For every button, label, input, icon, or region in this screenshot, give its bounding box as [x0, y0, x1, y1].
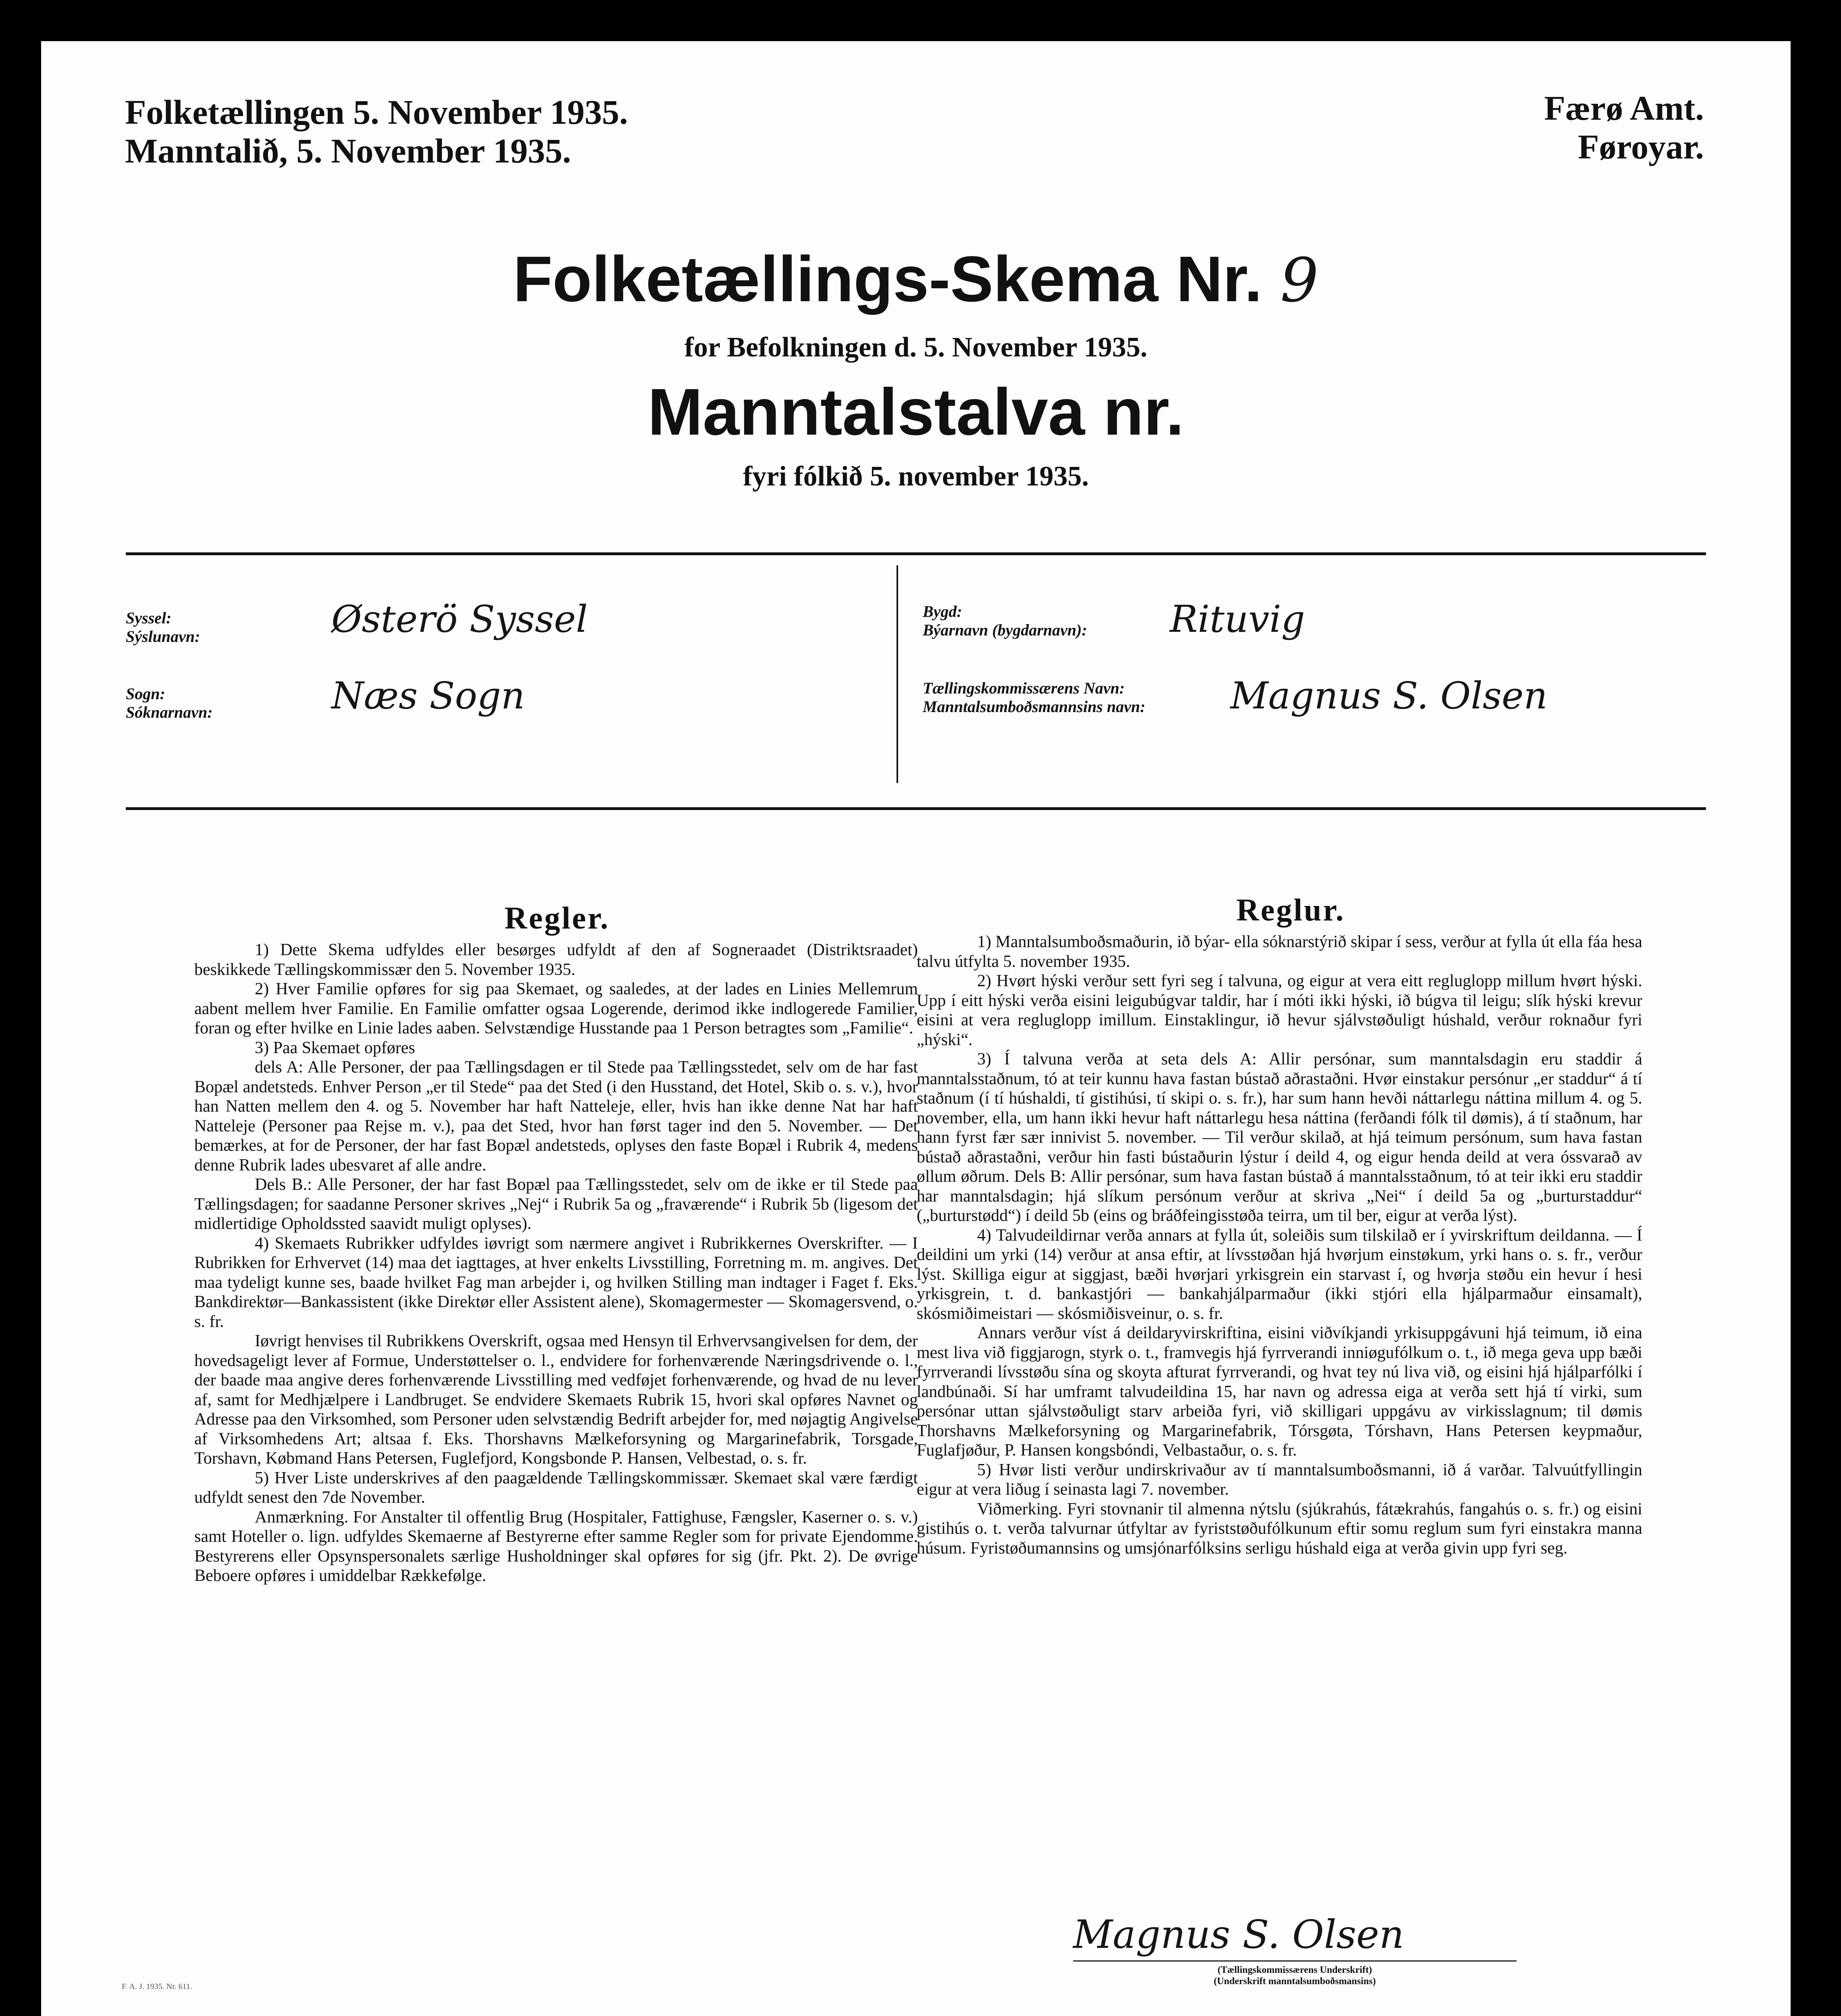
header-left-line2: Manntalið, 5. November 1935. [125, 131, 571, 170]
header-right [1544, 89, 1704, 166]
divider-top [126, 552, 1706, 555]
form-subtitle-da: for Befolkningen d. 5. November 1935. [684, 332, 1148, 363]
rule-da-1: 1) Dette Skema udfyldes eller besørges udfyldt af den af Sogneraadet (Distriktsraadet) beskikkede Tællingskommissær den 5. November 1935. [194, 941, 918, 979]
rule-fo-4: 4) Talvudeildirnar verða annars at fylla út, soleiðis sum tilskilað er í yvirskriftum deildanna. — Í deildini um yrki (14) verður at ansa eftir, at lívsstøðan hjá hvørjum einstøkum, yrki hans o. s. fr., verður lýst. Skilliga eigur at siggjast, bæði hvørjari yrkisgrein ein starvast í, og hvørja støðu ein hevur í hesi yrkisgrein, t. d. bankastjóri — bankahjálparmaður (ikki stjóri ella hjálparmaður einsamalt), skósmiðimeistari — skósmiðisveinur, o. s. fr. [917, 1226, 1642, 1323]
rule-da-note: Anmærkning. For Anstalter til offentlig Brug (Hospitaler, Fattighuse, Fængsler, Kaserner o. s. v.) samt Hoteller o. lign. udfyldes Skemaerne af Bestyrerne efter samme Regler som for private Ejendomme. Bestyrerens eller Opsynspersonalets særlige Husholdninger skal opføres for sig (jfr. Pkt. 2). De øvrige Beboere opføres i umiddelbar Rækkefølge. [194, 1508, 918, 1585]
rule-da-2: 2) Hver Familie opføres for sig paa Skemaet, og saaledes, at der lades en Linies Mellemrum aabent mellem hver Familie. En Familie omfatter ogsaa Logerende, derimod ikke indlogerede Familier, foran og efter hvilke en Linie lades aaben. Selvstændige Husstande paa 1 Person betragtes som „Familie“. [194, 980, 918, 1037]
commissioner-value: Magnus S. Olsen [1230, 674, 1548, 717]
form-title-text: Folketællings-Skema Nr. [513, 243, 1263, 315]
signature-line [1073, 1960, 1516, 1962]
rule-fo-5: 5) Hvør listi verður undirskrivaður av tí manntalsumboðsmanni, ið á varðar. Talvuútfyllingin eigur at vera liðug í seinasta lagi 7. november. [917, 1460, 1642, 1499]
rule-da-5: 5) Hver Liste underskrives af den paagældende Tællingskommissær. Skemaet skal være færdigt udfyldt senest den 7de November. [194, 1468, 918, 1507]
form-title [41, 243, 1791, 317]
print-footnote: F. A. J. 1935. Nr. 611. [122, 1982, 192, 1991]
sogn-value: Næs Sogn [331, 674, 525, 717]
bygd-label: Bygd: Býarnavn (bygdarnavn): [923, 602, 1087, 639]
sogn-label: Sogn: Sóknarnavn: [126, 685, 213, 721]
form-subtitle-fo: fyri fólkið 5. november 1935. [743, 461, 1089, 492]
rule-fo-2: 2) Hvørt hýski verður sett fyri seg í talvuna, og eigur at vera eitt regluglopp millum hvørt hýski. Upp í eitt hýski verða eisini leigubúgvar taldir, har í móti ikki hýski, ið búgva til leigu; slík hýski krevur eisini at vera regluglopp imillum. Einstaklingur, ið hevur sjálvstøðuligt húshald, verður roknaður fyri „hýski“. [917, 972, 1642, 1049]
form-number: 9 [1280, 246, 1319, 316]
bygd-value: Rituvig [1170, 598, 1305, 641]
signature: Magnus S. Olsen [1073, 1912, 1404, 1957]
header-left [125, 93, 628, 170]
rule-fo-3: 3) Í talvuna verða at seta dels A: Allir persónar, sum manntalsdagin eru staddir á manntalsstaðnum, tó at teir kunnu hava fastan bústað aðrastaðni. Hvør einstakur persónur „er staddur“ á tí staðnum (í tí húshaldi, tí gistihúsi, tí skipi o. s. fr.), har sum hann hevði náttarlegu náttina millum 4. og 5. november, ella, um hann ikki hevur haft náttarlegu hesa náttina (ferðandi fólk til dømis), á tí staðnum, har hann fyrst fær sær innivist 5. november. — Til verður skilað, at hjá teimum persónum, sum hava fastan bústað aðrastaðni, verður hin fasti bústaðurin lýstur í deild 4, og eigur henda deild at vera óssvarað av øllum øðrum. Dels B: Allir persónar, sum hava fastan bústað á manntalsstaðnum, tó at teir ikki eru staddir har manntalsdagin; hjá slíkum persónum verður at skriva „Nei“ í deild 5a og „burturstaddur“ („burturstødd“) í deild 5b (eins og bráðfeingisstøða teirra, um til ber, eigur at verða lýst). [917, 1050, 1642, 1225]
rule-fo-4b: Annars verður víst á deildaryvirskriftina, eisini viðvíkjandi yrkisuppgávuni hjá teimum, ið eina mest liva við figgjarogn, styrk o. t., framvegis hjá fyrrverandi inniøgufólkum o. t., ið mega geva upp bæði fyrrverandi lívsstøðu sína og skoyta afturat fyrrverandi, og hvat tey nú liva við, og eisini hjá hjálparfólki í landbúnaði. Sí har umframt talvudeildina 15, har navn og adressa eiga at verða sett hjá tí virki, sum persónar uttan sjálvstøðuligt starv arbeiða fyri, við skilligari uppgávu av virkisslagnum; til dømis Thorshavns Mælkeforsyning og Margarinefabrik, Tórsgøta, Tórshavn, Hans Petersen keypmaður, Fuglafjøður, P. Hansen kongsbóndi, Velbastaður, o. s. fr. [917, 1324, 1642, 1460]
census-form-page [41, 41, 1791, 2016]
header-right-line2: Føroyar. [1578, 127, 1704, 166]
rule-da-3a: dels A: Alle Personer, der paa Tællingsdagen er til Stede paa Tællingsstedet, selv om de har fast Bopæl andetsteds. Enhver Person „er til Stede“ paa det Sted (i den Husstand, det Hotel, Skib o. s. v.), hvor han Natten mellem den 4. og 5. November har haft Natteleje, eller, hvis han ikke denne Nat har haft Natteleje (Personer paa Rejse m. v.), paa det Sted, hvor han først tager ind den 5. November. — Det bemærkes, at for de Personer, der har fast Bopæl andetsteds, oplyses den faste Bopæl i Rubrik 4, medens denne Rubrik lades ubesvaret af alle andre. [194, 1058, 918, 1175]
rule-da-4b: Iøvrigt henvises til Rubrikkens Overskrift, ogsaa med Hensyn til Erhvervsangivelsen for dem, der hovedsageligt lever af Formue, Understøttelser o. l., endvidere for forhenværende Næringsdrivende o. l., der baade maa angive deres forhenværende Livsstilling med vedføjet forhenværende, og hvad de nu lever af, samt for Medhjælpere i Landbruget. Se endvidere Skemaets Rubrik 15, hvori skal opføres Navnet og Adresse paa den Virksomhed, som Personer uden selvstændig Bedrift arbejder for, med nøjagtig Angivelse af Virksomhedens Art; altsaa f. Eks. Thorshavns Mælkeforsyning og Margarinefabrik, Torsgade, Torshavn, Købmand Hans Petersen, Fuglefjord, Kongsbonde P. Hansen, Velbestad, o. s. fr. [194, 1332, 918, 1468]
rules-column-da [194, 940, 918, 1586]
divider-bottom [126, 807, 1706, 810]
syssel-label: Syssel: Sýslunavn: [126, 609, 200, 646]
commissioner-label: Tællingskommissærens Navn: Manntalsumboðsmannsins navn: [923, 679, 1146, 716]
rule-da-4: 4) Skemaets Rubrikker udfyldes iøvrigt som nærmere angivet i Rubrikkernes Overskrifter. — I Rubrikken for Erhvervet (14) maa det iagttages, at hver enkelts Livsstilling, Forretning m. m. angives. Det maa tydeligt kunne ses, baade hvilket Fag man arbejder i, og hvilken Stilling man indtager i Faget f. Eks. Bankdirektør—Bankassistent (ikke Direktør eller Assistent alene), Skomagermester — Skomagersvend, o. s. fr. [194, 1234, 918, 1331]
divider-vertical [897, 565, 898, 783]
header-left-line1: Folketællingen 5. November 1935. [125, 93, 628, 131]
rule-fo-1: 1) Manntalsumboðsmaðurin, ið býar- ella sóknarstýrið skipar í sess, verður at fylla út ella fáa hesa talvu útfylta 5. november 1935. [917, 933, 1642, 971]
syssel-value: Østerö Syssel [331, 598, 588, 641]
rules-heading-fo: Reglur. [1236, 892, 1345, 927]
rules-heading-da: Regler. [504, 900, 610, 935]
form-title-fo: Manntalstalva nr. [647, 375, 1184, 449]
header-right-line1: Færø Amt. [1544, 89, 1704, 127]
rule-fo-note: Viðmerking. Fyri stovnanir til almenna nýtslu (sjúkrahús, fátækrahús, fangahús o. s. fr.) og eisini gistihús o. t. verða talvurnar útfyltar av fyriststøðufólkunum eftir somu reglum sum fyri einstakra manna húsum. Fyristøðumannsins og umsjónarfólksins serligu húshald eiga at verða givin upp fyri seg. [917, 1500, 1642, 1558]
rule-da-3b: Dels B.: Alle Personer, der har fast Bopæl paa Tællingsstedet, selv om de ikke er til Stede paa Tællingsdagen; for saadanne Personer skrives „Nej“ i Rubrik 5a og „fraværende“ i Rubrik 5b (ligesom det midlertidige Opholdssted saavidt muligt oplyses). [194, 1175, 918, 1233]
rules-column-fo [917, 932, 1642, 1558]
rule-da-3: 3) Paa Skemaet opføres [255, 1038, 415, 1057]
signature-caption: (Tællingskommissærens Underskrift) (Underskrift manntalsumboðsmansins) [1213, 1965, 1376, 1987]
